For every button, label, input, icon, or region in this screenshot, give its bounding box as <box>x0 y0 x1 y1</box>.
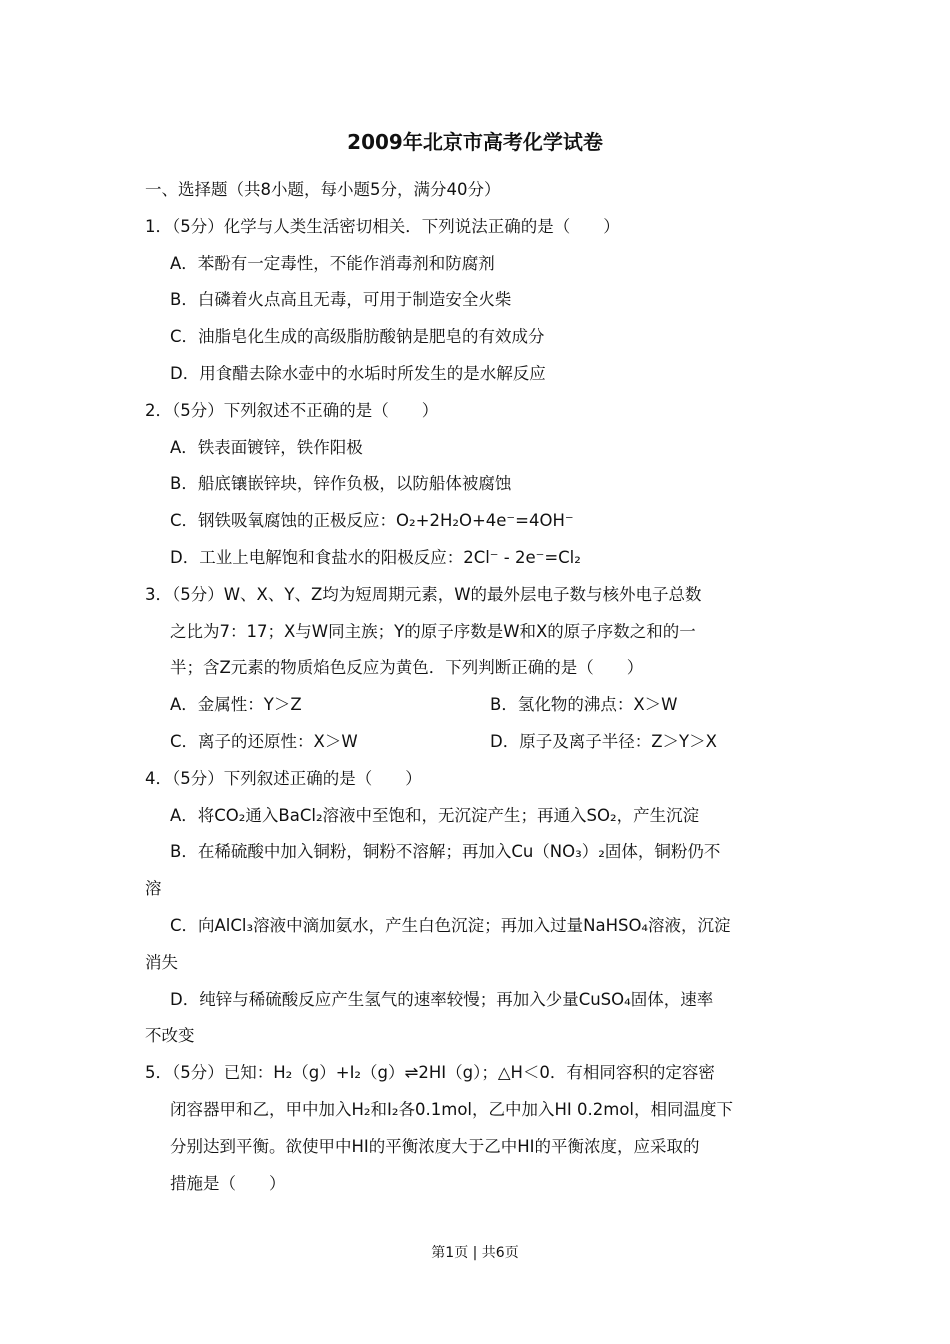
option-a: A．将CO₂通入BaCl₂溶液中至饱和，无沉淀产生；再通入SO₂，产生沉淀 <box>170 805 700 825</box>
option-c: C．向AlCl₃溶液中滴加氨水，产生白色沉淀；再加入过量NaHSO₄溶液，沉淀 <box>170 915 731 935</box>
question-stem: 4．（5分）下列叙述正确的是（ ） <box>145 768 422 788</box>
option-c: C．离子的还原性：X＞W <box>170 731 358 751</box>
option-d: D．纯锌与稀硫酸反应产生氢气的速率较慢；再加入少量CuSO₄固体，速率 <box>170 989 714 1009</box>
question-stem: 2．（5分）下列叙述不正确的是（ ） <box>145 400 439 420</box>
option-d-cont: 不改变 <box>145 1026 195 1046</box>
option-d: D．原子及离子半径：Z＞Y＞X <box>490 731 717 751</box>
section-heading: 一、选择题（共8小题，每小题5分，满分40分） <box>145 180 501 199</box>
page-footer: 第1页 | 共6页 <box>431 1245 519 1261</box>
question-stem-cont: 之比为7：17；X与W同主族；Y的原子序数是W和X的原子序数之和的一 <box>170 621 696 641</box>
option-b: B．氢化物的沸点：X＞W <box>490 695 678 715</box>
question-stem: 3．（5分）W、X、Y、Z均为短周期元素，W的最外层电子数与核外电子总数 <box>145 584 702 604</box>
question-stem-cont: 措施是（ ） <box>170 1173 286 1193</box>
option-b-cont: 溶 <box>145 879 162 899</box>
option-c: C．钢铁吸氧腐蚀的正极反应：O₂+2H₂O+4e⁻=4OH⁻ <box>170 511 574 531</box>
question-stem-cont: 闭容器甲和乙，甲中加入H₂和I₂各0.1mol，乙中加入HI 0.2mol，相同温度下 <box>170 1099 734 1119</box>
exam-content <box>145 172 810 1202</box>
question-stem-cont: 分别达到平衡。欲使甲中HI的平衡浓度大于乙中HI的平衡浓度，应采取的 <box>170 1136 700 1156</box>
question-1 <box>145 209 810 393</box>
option-b: B．白磷着火点高且无毒，可用于制造安全火柴 <box>170 290 512 310</box>
option-a: A．金属性：Y＞Z <box>170 695 302 715</box>
option-d: D．工业上电解饱和食盐水的阳极反应：2Cl⁻ - 2e⁻=Cl₂ <box>170 547 581 567</box>
page-title: 2009年北京市高考化学试卷 <box>347 130 603 154</box>
option-c: C．油脂皂化生成的高级脂肪酸钠是肥皂的有效成分 <box>170 327 545 347</box>
question-5 <box>145 1055 810 1202</box>
question-2 <box>145 393 810 577</box>
question-stem-cont: 半；含Z元素的物质焰色反应为黄色．下列判断正确的是（ ） <box>170 658 644 678</box>
question-3 <box>145 577 810 761</box>
question-stem: 1．（5分）化学与人类生活密切相关．下列说法正确的是（ ） <box>145 216 620 236</box>
option-a: A．苯酚有一定毒性，不能作消毒剂和防腐剂 <box>170 253 495 273</box>
option-d: D．用食醋去除水壶中的水垢时所发生的是水解反应 <box>170 363 546 383</box>
option-c-cont: 消失 <box>145 952 178 972</box>
question-stem: 5．（5分）已知：H₂（g）+I₂（g）⇌2HI（g）；△H＜0．有相同容积的定容密 <box>145 1063 715 1083</box>
option-b: B．在稀硫酸中加入铜粉，铜粉不溶解；再加入Cu（NO₃）₂固体，铜粉仍不 <box>170 842 721 862</box>
option-a: A．铁表面镀锌，铁作阳极 <box>170 437 363 457</box>
option-b: B．船底镶嵌锌块，锌作负极，以防船体被腐蚀 <box>170 474 512 494</box>
question-4 <box>145 761 810 1055</box>
